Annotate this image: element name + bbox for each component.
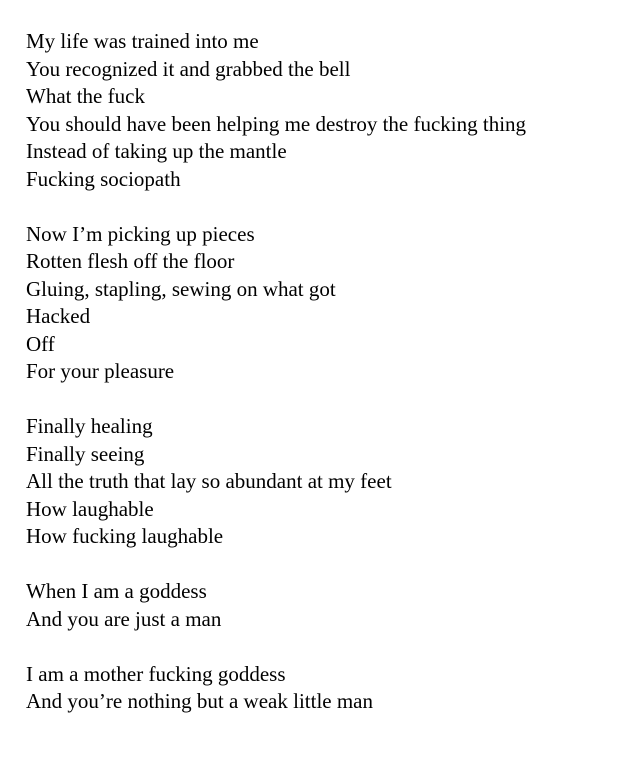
poem-line: Hacked xyxy=(26,304,91,328)
poem-stanza xyxy=(26,28,614,193)
poem-line: What the fuck xyxy=(26,84,145,108)
poem-stanza xyxy=(26,413,614,551)
poem-line: You should have been helping me destroy the fucking thing xyxy=(26,111,527,136)
poem-line: When I am a goddess xyxy=(26,579,207,603)
poem-line: My life was trained into me xyxy=(26,29,259,53)
poem-line: All the truth that lay so abundant at my feet xyxy=(26,469,392,493)
poem-line: I am a mother fucking goddess xyxy=(26,661,286,686)
poem-line: Finally seeing xyxy=(26,441,145,466)
poem-line: Fucking sociopath xyxy=(26,166,181,191)
poem-line: For your pleasure xyxy=(26,359,175,383)
poem-stanza xyxy=(26,661,614,716)
poem-line: Finally healing xyxy=(26,414,153,438)
poem-line: You recognized it and grabbed the bell xyxy=(26,56,351,81)
poem-line: How fucking laughable xyxy=(26,524,224,548)
poem-line: And you’re nothing but a weak little man xyxy=(26,689,374,713)
poem-line: Instead of taking up the mantle xyxy=(26,139,287,163)
poem xyxy=(26,28,614,716)
poem-line: How laughable xyxy=(26,496,154,521)
poem-line: Gluing, stapling, sewing on what got xyxy=(26,276,336,301)
poem-stanza xyxy=(26,578,614,633)
poem-line: Now I’m picking up pieces xyxy=(26,221,255,246)
poem-line: Rotten flesh off the floor xyxy=(26,249,235,273)
poem-line: Off xyxy=(26,331,55,356)
poem-stanza xyxy=(26,221,614,386)
poem-line: And you are just a man xyxy=(26,606,222,631)
